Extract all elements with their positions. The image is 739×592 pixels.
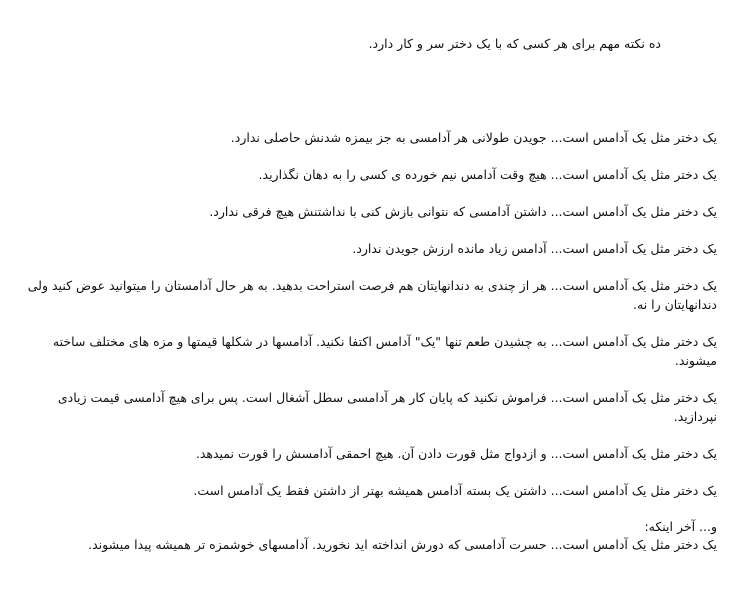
final-lead: و... آخر اینکه: [644, 519, 717, 534]
paragraph-6: یک دختر مثل یک آدامس است... به چشیدن طعم تنها "یک" آدامس اکتفا نکنید. آدامسها در شکلها قیمتها و مزه های مختلف ساخته میشوند. [52, 334, 717, 368]
final-text: یک دختر مثل یک آدامس است... حسرت آدامسی که دورش انداخته اید نخورید. آدامسهای خوشمزه تر همیشه پیدا میشوند. [88, 537, 717, 552]
paragraph-8: یک دختر مثل یک آدامس است... و ازدواج مثل قورت دادن آن. هیچ احمقی آدامسش را قورت نمیدهد. [195, 446, 717, 461]
paragraph-2: یک دختر مثل یک آدامس است... هیچ وقت آدامس نیم خورده ی کسی را به دهان نگذارید. [258, 167, 717, 182]
paragraph-3: یک دختر مثل یک آدامس است... داشتن آدامسی که نتوانی بازش کنی با نداشتنش هیچ فرقی ندارد. [209, 204, 717, 219]
paragraph-5: یک دختر مثل یک آدامس است... هر از چندی به دندانهایتان هم فرصت استراحت بدهید. به هر حال آدامستان را میتوانید عوض کنید ولی دندانهایتان را نه. [27, 278, 717, 312]
document-title: ده نکته مهم برای هر کسی که با یک دختر سر و کار دارد. [368, 36, 661, 51]
paragraph-7: یک دختر مثل یک آدامس است... فراموش نکنید که پایان کار هر آدامسی سطل آشغال است. پس برای هیچ آدامسی قیمت زیادی نپردازید. [57, 390, 717, 424]
paragraph-9: یک دختر مثل یک آدامس است... داشتن یک بسته آدامس همیشه بهتر از داشتن فقط یک آدامس است. [193, 483, 717, 498]
paragraph-list [27, 128, 717, 554]
paragraph-1: یک دختر مثل یک آدامس است... جویدن طولانی هر آدامسی به جز بیمزه شدنش حاصلی ندارد. [230, 130, 717, 145]
final-paragraph [27, 518, 717, 554]
paragraph-4: یک دختر مثل یک آدامس است... آدامس زیاد مانده ارزش جویدن ندارد. [352, 241, 717, 256]
